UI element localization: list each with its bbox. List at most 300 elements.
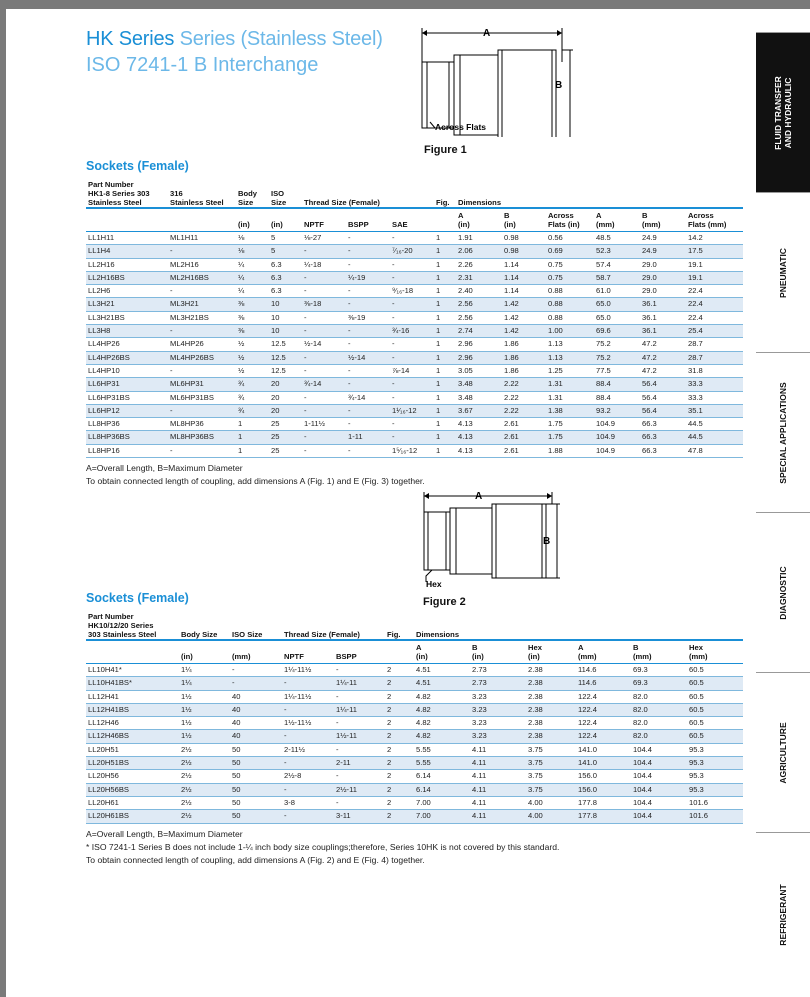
table-cell: LL1H4 — [86, 245, 168, 258]
table-cell: 156.0 — [576, 770, 631, 783]
table-cell: 1 — [434, 298, 456, 311]
table-cell: ½-14 — [346, 351, 390, 364]
table-cell: - — [334, 664, 385, 677]
table-cell: - — [168, 285, 236, 298]
table-cell: 101.6 — [687, 796, 743, 809]
table-row — [86, 810, 743, 823]
table-cell: - — [334, 770, 385, 783]
table-cell: 33.3 — [686, 378, 743, 391]
table-cell: 22.4 — [686, 311, 743, 324]
table-cell: 50 — [230, 796, 282, 809]
table-cell: ML6HP31BS — [168, 391, 236, 404]
table-cell: 2 — [385, 690, 414, 703]
tab-label: REFRIGERANT — [778, 884, 788, 946]
table-cell: ⁷⁄₁₆-20 — [390, 245, 434, 258]
table-cell: 1⁵⁄₁₆-12 — [390, 444, 434, 457]
table-cell: 75.2 — [594, 338, 640, 351]
table-cell: 20 — [269, 404, 302, 417]
table-cell: ¾ — [236, 404, 269, 417]
table-cell: 1 — [434, 285, 456, 298]
table-cell: 2.22 — [502, 391, 546, 404]
table-cell: 28.7 — [686, 338, 743, 351]
table-cell: 24.9 — [640, 245, 686, 258]
table-cell: 60.5 — [687, 690, 743, 703]
table-cell: 2.61 — [502, 431, 546, 444]
table-cell: - — [390, 271, 434, 284]
tab-agriculture[interactable] — [756, 672, 810, 832]
table-cell: - — [282, 810, 334, 823]
table-cell: 1 — [434, 431, 456, 444]
table-cell: 0.69 — [546, 245, 594, 258]
unit-a-mm: A (mm) — [576, 640, 631, 664]
table-cell: ML8HP36BS — [168, 431, 236, 444]
col-316: 316 Stainless Steel — [170, 189, 224, 207]
table-cell: ¾-14 — [302, 378, 346, 391]
table-cell: 3.23 — [470, 690, 526, 703]
table-cell: 2 — [385, 730, 414, 743]
unit-body: (in) — [179, 640, 230, 664]
figure-1-caption: Figure 1 — [424, 144, 467, 156]
table-cell: 104.9 — [594, 444, 640, 457]
table-cell: LL20H51 — [86, 743, 179, 756]
table-cell: 40 — [230, 717, 282, 730]
table-cell: ML2H16 — [168, 258, 236, 271]
table-header-row — [86, 612, 743, 640]
table-cell: - — [168, 364, 236, 377]
table-cell: - — [346, 338, 390, 351]
table-cell: - — [390, 378, 434, 391]
table-cell: - — [282, 783, 334, 796]
table-cell: 40 — [230, 730, 282, 743]
col-thread-size: Thread Size (Female) — [284, 630, 360, 639]
table-cell: 177.8 — [576, 810, 631, 823]
table-cell: LL10H41* — [86, 664, 179, 677]
top-border — [0, 0, 810, 9]
table1-note-2: To obtain connected length of coupling, add dimensions A (Fig. 1) and E (Fig. 3) together. — [86, 476, 425, 486]
table-units-row — [86, 640, 743, 664]
table-cell: 1 — [434, 338, 456, 351]
table-cell: LL10H41BS* — [86, 677, 179, 690]
table-cell: 104.4 — [631, 743, 687, 756]
tab-label: PNEUMATIC — [778, 247, 788, 298]
table-cell: 52.3 — [594, 245, 640, 258]
table-cell: 2-11½ — [282, 743, 334, 756]
table-cell: 60.5 — [687, 677, 743, 690]
table-cell: 104.4 — [631, 810, 687, 823]
table-row — [86, 258, 743, 271]
table-cell: 47.2 — [640, 338, 686, 351]
table-cell: 4.11 — [470, 743, 526, 756]
table-cell: - — [302, 391, 346, 404]
table-cell: LL12H41BS — [86, 703, 179, 716]
table-cell: 48.5 — [594, 232, 640, 245]
table-cell: - — [346, 325, 390, 338]
table-cell: 1½ — [179, 730, 230, 743]
table-cell: ¾ — [236, 378, 269, 391]
table-cell: 17.5 — [686, 245, 743, 258]
table-cell: LL6HP12 — [86, 404, 168, 417]
tab-fluid-transfer[interactable] — [756, 32, 810, 192]
table-cell: 12.5 — [269, 351, 302, 364]
table-cell: 0.98 — [502, 232, 546, 245]
table-cell: 2 — [385, 810, 414, 823]
col-iso-size: ISO Size — [232, 630, 263, 639]
table-cell: LL8HP36 — [86, 418, 168, 431]
table-cell: 2.96 — [456, 338, 502, 351]
table-cell: LL4HP10 — [86, 364, 168, 377]
table-cell: 88.4 — [594, 378, 640, 391]
table-cell: 2½ — [179, 757, 230, 770]
table-cell: 3.23 — [470, 703, 526, 716]
table-cell: 114.6 — [576, 677, 631, 690]
table-cell: 104.4 — [631, 783, 687, 796]
table-cell: 95.3 — [687, 743, 743, 756]
tab-special-applications[interactable] — [756, 352, 810, 512]
table-cell: 3.48 — [456, 391, 502, 404]
table-cell: 3.75 — [526, 743, 576, 756]
fig2-dim-a: A — [475, 491, 483, 502]
table-cell: 4.11 — [470, 783, 526, 796]
unit-bspp: BSPP — [346, 208, 390, 232]
col-part-number: Part Number HK1-8 Series 303 Stainless Steel — [88, 180, 150, 207]
table-cell: 2.96 — [456, 351, 502, 364]
table-cell: 2.06 — [456, 245, 502, 258]
table-cell: 1.86 — [502, 351, 546, 364]
table-cell: 2.61 — [502, 418, 546, 431]
unit-flats-mm: Across Flats (mm) — [686, 208, 743, 232]
table-cell: - — [390, 258, 434, 271]
table-row — [86, 285, 743, 298]
table-header-row — [86, 180, 743, 208]
table-cell: ⅛ — [236, 245, 269, 258]
table-cell: - — [168, 444, 236, 457]
table-cell: 4.11 — [470, 757, 526, 770]
table-cell: ¼ — [236, 258, 269, 271]
table-cell: 1½ — [179, 690, 230, 703]
table-cell: 1¼-11½ — [282, 690, 334, 703]
table-cell: 2 — [385, 743, 414, 756]
table-cell: - — [390, 338, 434, 351]
table-cell: 1 — [236, 444, 269, 457]
table-cell: 1.14 — [502, 258, 546, 271]
table-cell: 1 — [434, 311, 456, 324]
table-cell: 56.4 — [640, 404, 686, 417]
table-cell: 1½ — [179, 717, 230, 730]
table-row — [86, 404, 743, 417]
table-cell: 36.1 — [640, 298, 686, 311]
table-cell: - — [390, 418, 434, 431]
table-cell: 5 — [269, 232, 302, 245]
table-cell: 69.6 — [594, 325, 640, 338]
table-cell: 1 — [434, 404, 456, 417]
table-cell: - — [346, 378, 390, 391]
table-cell: - — [390, 298, 434, 311]
table-cell: ½-14 — [302, 338, 346, 351]
table-cell: 3-11 — [334, 810, 385, 823]
table-cell: 122.4 — [576, 717, 631, 730]
table-row — [86, 271, 743, 284]
table-cell: 28.7 — [686, 351, 743, 364]
table-cell: 1 — [434, 245, 456, 258]
table-cell: 44.5 — [686, 418, 743, 431]
table-cell: - — [302, 245, 346, 258]
table-cell: 0.75 — [546, 258, 594, 271]
table-cell: ML1H11 — [168, 232, 236, 245]
table-cell: 61.0 — [594, 285, 640, 298]
table-cell: 1 — [434, 325, 456, 338]
unit-hex-in: Hex (in) — [526, 640, 576, 664]
table-cell: 104.4 — [631, 757, 687, 770]
table-cell: LL6HP31 — [86, 378, 168, 391]
table-cell: ML2H16BS — [168, 271, 236, 284]
table-cell: 104.9 — [594, 418, 640, 431]
tab-pneumatic[interactable] — [756, 192, 810, 352]
table-cell: ⅛ — [236, 232, 269, 245]
table-cell: - — [302, 311, 346, 324]
table-cell: - — [346, 245, 390, 258]
table-cell: - — [334, 717, 385, 730]
col-thread-size: Thread Size (Female) — [304, 198, 380, 207]
table-cell: 101.6 — [687, 810, 743, 823]
fig2-dim-b: B — [543, 536, 551, 547]
table-cell: - — [302, 444, 346, 457]
table-cell: 1 — [434, 232, 456, 245]
table-cell: 24.9 — [640, 232, 686, 245]
table-cell: 29.0 — [640, 271, 686, 284]
table-cell: ⅛-27 — [302, 232, 346, 245]
unit-body: (in) — [236, 208, 269, 232]
table-cell: LL4HP26 — [86, 338, 168, 351]
tab-refrigerant[interactable] — [756, 832, 810, 997]
table-cell: 2.38 — [526, 703, 576, 716]
table-cell: - — [346, 364, 390, 377]
table-cell: - — [168, 404, 236, 417]
unit-iso: (mm) — [230, 640, 282, 664]
table-cell: LL20H56 — [86, 770, 179, 783]
fig1-dim-a: A — [483, 28, 491, 39]
table-cell: 1-11½ — [302, 418, 346, 431]
table-cell: 1.13 — [546, 351, 594, 364]
table-cell: 3.23 — [470, 717, 526, 730]
table-row — [86, 703, 743, 716]
table-cell: 4.82 — [414, 717, 470, 730]
table-cell: 141.0 — [576, 743, 631, 756]
table-cell: 6.14 — [414, 783, 470, 796]
table-cell: 1.00 — [546, 325, 594, 338]
unit-flats-in: Across Flats (in) — [546, 208, 594, 232]
table-cell: 2 — [385, 664, 414, 677]
table-cell: LL20H61 — [86, 796, 179, 809]
table-cell: 5.55 — [414, 757, 470, 770]
table-cell: 1½ — [179, 703, 230, 716]
table-cell: - — [282, 757, 334, 770]
col-body-size: Body Size — [238, 189, 257, 207]
table-cell: - — [230, 677, 282, 690]
table-cell: 25 — [269, 431, 302, 444]
tab-diagnostic[interactable] — [756, 512, 810, 672]
table-cell: 1.25 — [546, 364, 594, 377]
table-cell: LL4HP26BS — [86, 351, 168, 364]
table-cell: 47.2 — [640, 364, 686, 377]
category-sidebar — [756, 32, 810, 997]
col-body-size: Body Size — [181, 630, 218, 639]
col-part-number: Part Number HK10/12/20 Series 303 Stainless Steel — [88, 612, 157, 639]
col-iso-size: ISO Size — [271, 189, 287, 207]
table-cell: LL2H6 — [86, 285, 168, 298]
unit-b-mm: B (mm) — [640, 208, 686, 232]
table-cell: 75.2 — [594, 351, 640, 364]
table-cell: 20 — [269, 378, 302, 391]
tab-label: SPECIAL APPLICATIONS — [778, 381, 788, 484]
table-row — [86, 796, 743, 809]
table-cell: 1-11 — [346, 431, 390, 444]
table-cell: LL8HP36BS — [86, 431, 168, 444]
tab-label: DIAGNOSTIC — [778, 565, 788, 620]
table-cell: - — [390, 391, 434, 404]
table-cell: 2.40 — [456, 285, 502, 298]
table-cell: - — [302, 271, 346, 284]
table-cell: - — [346, 298, 390, 311]
table-cell: ¾ — [236, 391, 269, 404]
table-cell: 3.67 — [456, 404, 502, 417]
table-cell: 3.75 — [526, 783, 576, 796]
table-cell: 60.5 — [687, 664, 743, 677]
table-cell: ⁹⁄₁₆-18 — [390, 285, 434, 298]
table-cell: 3.75 — [526, 757, 576, 770]
table-row — [86, 418, 743, 431]
table-cell: - — [302, 285, 346, 298]
table-cell: 25.4 — [686, 325, 743, 338]
table-cell: 4.11 — [470, 796, 526, 809]
table-cell: 22.4 — [686, 285, 743, 298]
table-cell: 1.88 — [546, 444, 594, 457]
table-row — [86, 444, 743, 457]
figure-2-caption: Figure 2 — [423, 596, 466, 608]
table-cell: 1¼ — [179, 664, 230, 677]
table-cell: 2 — [385, 677, 414, 690]
col-fig: Fig. — [387, 630, 401, 639]
table-cell: LL20H56BS — [86, 783, 179, 796]
table-cell: 56.4 — [640, 378, 686, 391]
table-cell: 2.22 — [502, 404, 546, 417]
table-units-row — [86, 208, 743, 232]
left-border — [0, 0, 6, 997]
table-cell: LL20H61BS — [86, 810, 179, 823]
table-cell: 1¼-11 — [334, 703, 385, 716]
table-cell: 2-11 — [334, 757, 385, 770]
table-cell: - — [334, 743, 385, 756]
table-cell: ⅜ — [236, 311, 269, 324]
table-cell: 60.5 — [687, 717, 743, 730]
table-cell: 2½ — [179, 783, 230, 796]
table-cell: 4.51 — [414, 677, 470, 690]
table-cell: ⅜ — [236, 298, 269, 311]
tab-label: AGRICULTURE — [778, 721, 788, 784]
table-cell: 1 — [236, 418, 269, 431]
table-row — [86, 391, 743, 404]
table-cell: 1.31 — [546, 391, 594, 404]
table-cell: LL3H21BS — [86, 311, 168, 324]
table-cell: 1.14 — [502, 285, 546, 298]
table-cell: 1 — [434, 271, 456, 284]
table-cell: ML8HP36 — [168, 418, 236, 431]
table-cell: ⅜ — [236, 325, 269, 338]
table1-note-1: A=Overall Length, B=Maximum Diameter — [86, 463, 243, 473]
table-cell: ¼ — [236, 285, 269, 298]
table-cell: 1¹⁄₁₆-12 — [390, 404, 434, 417]
table-cell: 1¼ — [179, 677, 230, 690]
table-cell: 3-8 — [282, 796, 334, 809]
table-row — [86, 351, 743, 364]
table-cell: LL8HP16 — [86, 444, 168, 457]
table-cell: 1.31 — [546, 378, 594, 391]
table-cell: 6.14 — [414, 770, 470, 783]
table-cell: 122.4 — [576, 730, 631, 743]
table-cell: 3.75 — [526, 770, 576, 783]
table-cell: 82.0 — [631, 717, 687, 730]
table-cell: 3.23 — [470, 730, 526, 743]
table-cell: 1 — [434, 378, 456, 391]
table-cell: 4.51 — [414, 664, 470, 677]
table-cell: 0.75 — [546, 271, 594, 284]
table-cell: 1 — [434, 351, 456, 364]
table-cell: 56.4 — [640, 391, 686, 404]
table-cell: - — [390, 232, 434, 245]
table-cell: 5.55 — [414, 743, 470, 756]
table-cell: 2.74 — [456, 325, 502, 338]
table-cell: - — [168, 325, 236, 338]
table-cell: 47.8 — [686, 444, 743, 457]
table2-note-1: A=Overall Length, B=Maximum Diameter — [86, 829, 243, 839]
table-cell: 2½ — [179, 770, 230, 783]
table-cell: - — [302, 404, 346, 417]
table-cell: 58.7 — [594, 271, 640, 284]
table-cell: 50 — [230, 770, 282, 783]
table-cell: 12.5 — [269, 364, 302, 377]
table-cell: 10 — [269, 325, 302, 338]
table-cell: 0.98 — [502, 245, 546, 258]
table-cell: 1.13 — [546, 338, 594, 351]
table-cell: 1 — [236, 431, 269, 444]
table-cell: ML4HP26 — [168, 338, 236, 351]
fig2-label: Hex — [426, 579, 442, 589]
table-cell: 2.61 — [502, 444, 546, 457]
table-cell: 2½ — [179, 743, 230, 756]
table-cell: 22.4 — [686, 298, 743, 311]
table-cell: 93.2 — [594, 404, 640, 417]
table-cell: 82.0 — [631, 690, 687, 703]
table-cell: 1.91 — [456, 232, 502, 245]
unit-b-mm: B (mm) — [631, 640, 687, 664]
sockets-table-2 — [86, 612, 743, 824]
table-cell: 40 — [230, 703, 282, 716]
col-fig: Fig. — [436, 198, 450, 207]
table-row — [86, 232, 743, 245]
table-cell: 95.3 — [687, 783, 743, 796]
table-cell: 1 — [434, 418, 456, 431]
table-cell: 1 — [434, 364, 456, 377]
table-cell: - — [334, 796, 385, 809]
table-row — [86, 770, 743, 783]
table-cell: - — [346, 444, 390, 457]
table-cell: 1.75 — [546, 418, 594, 431]
table-cell: - — [346, 232, 390, 245]
table-cell: 104.9 — [594, 431, 640, 444]
table-cell: 60.5 — [687, 730, 743, 743]
table-cell: - — [334, 690, 385, 703]
unit-b-in: B (in) — [502, 208, 546, 232]
table-cell: 1.38 — [546, 404, 594, 417]
